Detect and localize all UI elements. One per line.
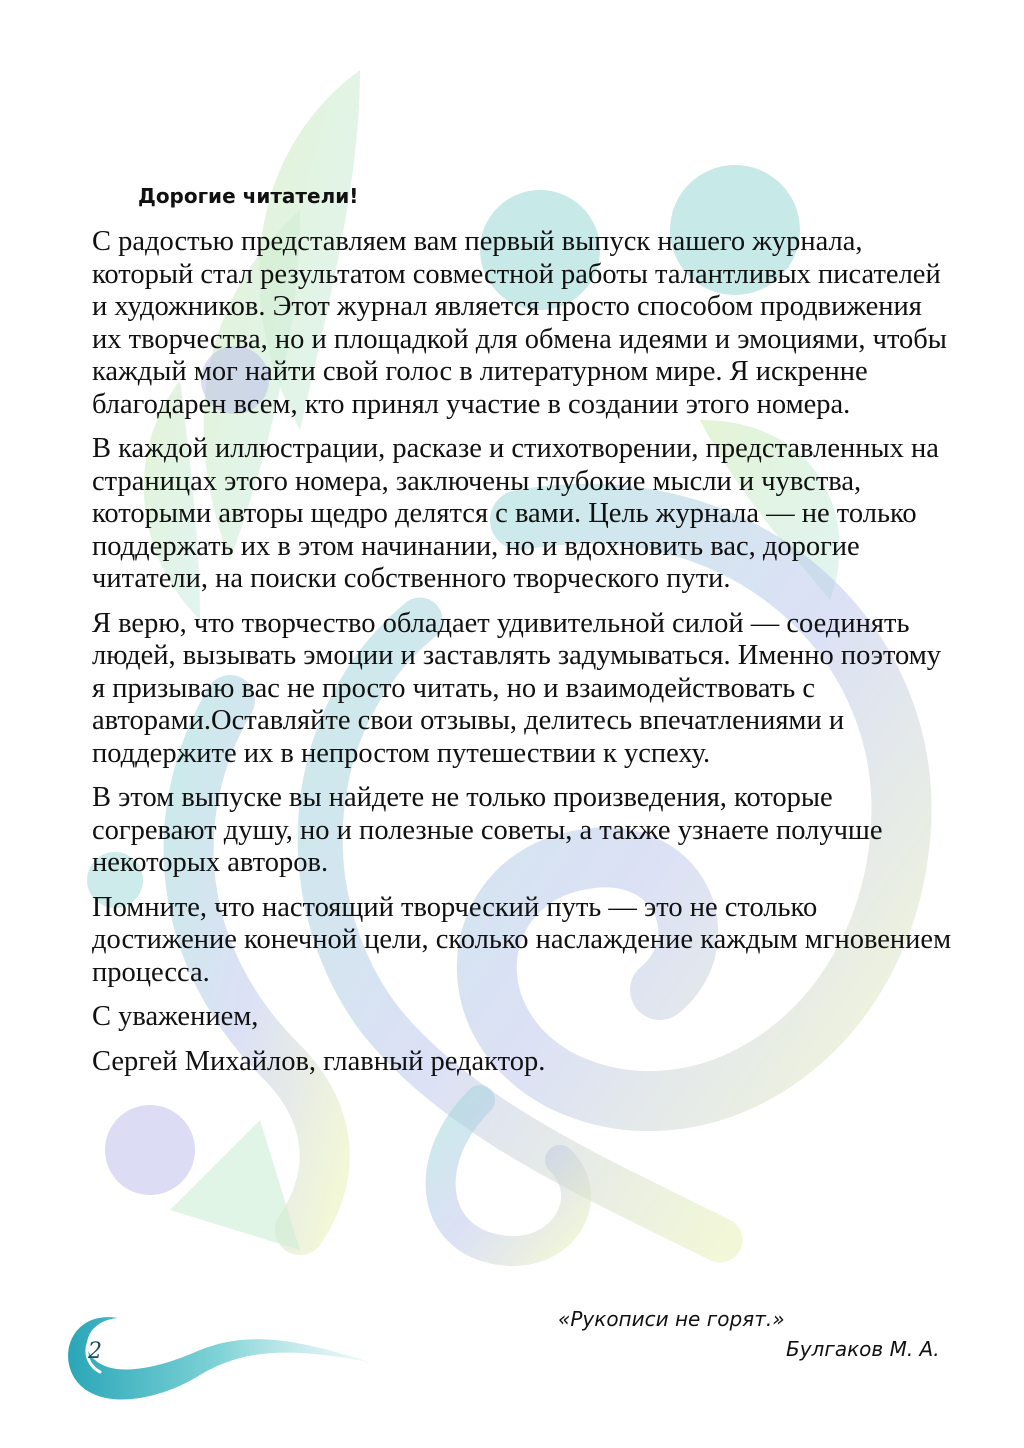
- letter-paragraph: Я верю, что творчество обладает удивительной силой — соединять людей, вызывать эмоции и заставлять задумываться. Именно поэтому я призываю вас не просто читать, но и взаимодействовать с авторами.Оставляйте свои отзывы, делитесь впечатлениями и поддержите их в непростом путешествии к успеху.: [92, 607, 942, 769]
- letter-body: [92, 226, 952, 1090]
- epigraph-quote: «Рукописи не горят.»: [558, 1307, 785, 1331]
- letter-paragraph: В каждой иллюстрации, расказе и стихотворении, представленных на страницах этого номера, заключены глубокие мысли и чувства, которыми авторы щедро делятся с вами. Цель журнала — не только поддержать их в этом начинании, но и вдохновить вас, дорогие читатели, на поиски собственного творческого пути.: [92, 433, 939, 594]
- page-number: 2: [88, 1339, 102, 1364]
- letter-paragraph: С радостью представляем вам первый выпуск нашего журнала, который стал результатом совместной работы талантливых писателей и художников. Этот журнал является просто способом продвижения их творчества, но и площадкой для обмена идеями и эмоциями, чтобы каждый мог найти свой голос в литературном мире. Я искренне благодарен всем, кто принял участие в создании этого номера.: [92, 226, 947, 420]
- greeting-heading: Дорогие читатели!: [138, 184, 359, 208]
- letter-closing: С уважением,: [92, 1001, 259, 1032]
- letter-signature: Сергей Михайлов, главный редактор.: [92, 1045, 546, 1077]
- epigraph-author: Булгаков М. А.: [786, 1337, 940, 1361]
- letter-paragraph: В этом выпуске вы найдете не только произведения, которые согревают душу, но и полезные советы, а также узнаете получше некоторых авторов.: [92, 782, 883, 878]
- letter-paragraph: Помните, что настоящий творческий путь — это не столько достижение конечной цели, сколько наслаждение каждым мгновением процесса.: [92, 891, 952, 988]
